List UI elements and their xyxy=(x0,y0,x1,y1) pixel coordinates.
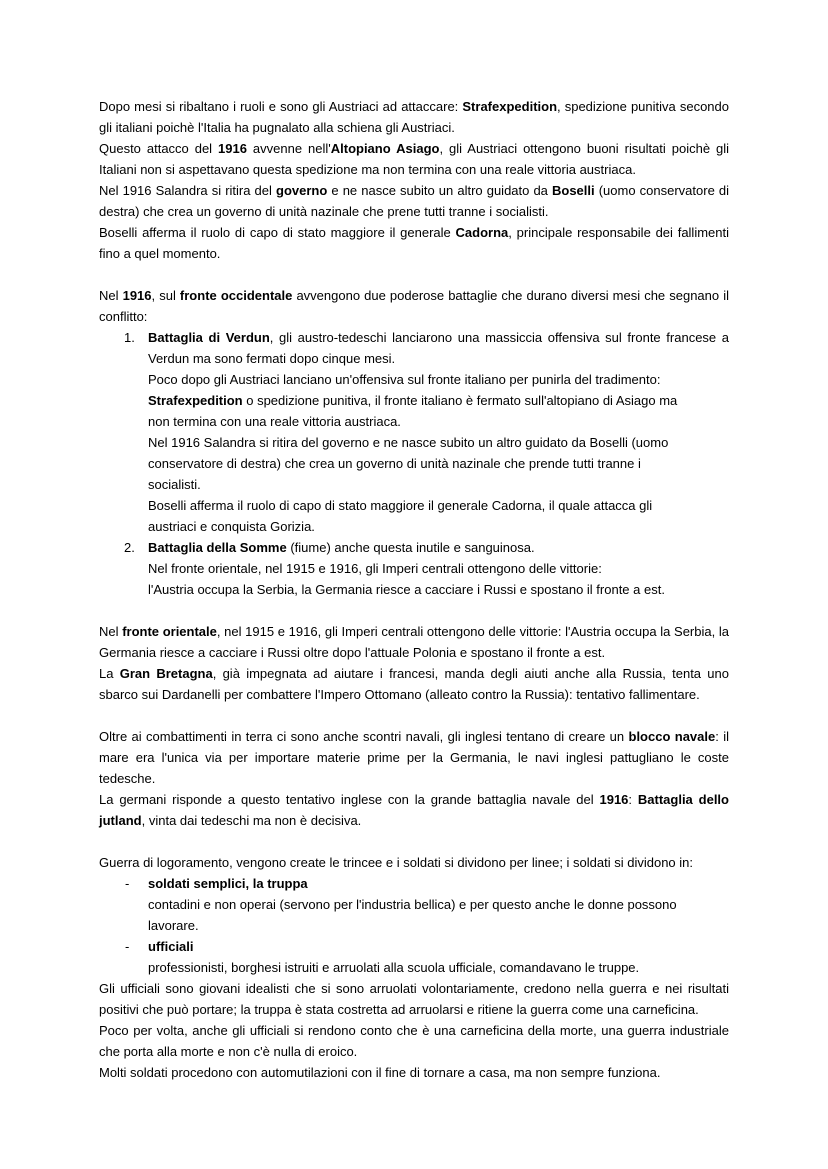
p4-year-1916: 1916 xyxy=(599,792,629,807)
verdun-sub-4 xyxy=(148,495,693,537)
list-item-ufficiali xyxy=(99,936,729,978)
paragraph-guerra-logoramento xyxy=(99,852,729,873)
p3-term-gran-bretagna: Gran Bretagna xyxy=(119,666,213,681)
p4-line1-text-a: Oltre ai combattimenti in terra ci sono anche scontri navali, gli inglesi tentano di creare un xyxy=(99,729,629,744)
p1-line4-text-c: , principale responsabile dei fallimenti fino a quel momento. xyxy=(99,225,730,261)
paragraph-jutland xyxy=(99,789,729,831)
p1-term-governo: governo xyxy=(276,183,328,198)
p1-line2-text-e: , gli Austriaci ottengono buoni risultati poichè gli Italiani non si aspettavano questa spedizione ma non termina con una reale vittoria austriaca. xyxy=(99,141,730,177)
document-body xyxy=(99,96,729,1083)
p2-term-fronte-occidentale: fronte occidentale xyxy=(179,288,293,303)
somme-title: Battaglia della Somme xyxy=(148,540,287,555)
paragraph-ufficiali-idealisti: Gli ufficiali sono giovani idealisti che si sono arruolati volontariamente, credono nella guerra e nei risultati positivi che può portare; la truppa è stata costretta ad arruolarsi e ritiene la guerra come una carneficina. xyxy=(99,981,729,1017)
verdun-sub-3 xyxy=(148,432,693,495)
spacer-2 xyxy=(99,600,729,621)
paragraph-fronte-orientale xyxy=(99,621,729,663)
p1-line1-text-a: Dopo mesi si ribaltano i ruoli e sono gli Austriaci ad attaccare: xyxy=(99,99,463,114)
p3-line2-text-a: La xyxy=(99,666,120,681)
list-marker-2: 2. xyxy=(124,540,135,555)
p1-line1-text-c: , spedizione punitiva secondo gli italiani poichè l'Italia ha pugnalato alla schiena gli Austriaci. xyxy=(99,99,730,135)
p3-term-fronte-orientale: fronte orientale xyxy=(122,624,217,639)
p3-line2-text-c: , già impegnata ad aiutare i francesi, manda degli aiuti anche alla Russia, tenta uno sbarco sui Dardanelli per combattere l'Impero Ottomano (alleato contro la Russia): tentativo fallimentare. xyxy=(99,666,729,702)
verdun-title: Battaglia di Verdun xyxy=(148,330,270,345)
verdun-body-rest: , gli austro-tedeschi lanciarono una massiccia offensiva sul fronte francese a Verdun ma sono fermati dopo cinque mesi. xyxy=(148,330,730,366)
somme-sub-2 xyxy=(148,579,693,600)
p1-line3-text-c: e ne nasce subito un altro guidato da xyxy=(327,183,552,198)
paragraph-altopiano-asiago xyxy=(99,138,729,180)
p1-line3-text-e: (uomo conservatore di destra) che crea un governo di unità nazinale che prene tutti tranne i socialisti. xyxy=(99,183,729,219)
spacer-3 xyxy=(99,705,729,726)
list-item-somme xyxy=(99,537,729,600)
spacer-1 xyxy=(99,264,729,285)
verdun-sub-2-text: o spedizione punitiva, il fronte italiano è fermato sull'altopiano di Asiago ma non termina con una reale vittoria austriaca. xyxy=(148,393,678,429)
somme-sub-1 xyxy=(148,558,693,579)
p4-line2-text-c: : xyxy=(628,792,638,807)
somme-sub-2-text: l'Austria occupa la Serbia, la Germania riesce a cacciare i Russi e spostano il fronte a est. xyxy=(148,582,665,597)
ufficiali-title: ufficiali xyxy=(148,939,194,954)
p2-year-1916: 1916 xyxy=(122,288,152,303)
somme-body-rest: (fiume) anche questa inutile e sanguinosa. xyxy=(286,540,535,555)
p3-line1-text-a: Nel xyxy=(99,624,123,639)
verdun-sub-2 xyxy=(148,390,693,432)
p1-term-boselli: Boselli xyxy=(552,183,595,198)
p1-line2-text-c: avvenne nell' xyxy=(246,141,331,156)
spacer-4 xyxy=(99,831,729,852)
p1-line2-text-a: Questo attacco del xyxy=(99,141,219,156)
somme-sub-1-text: Nel fronte orientale, nel 1915 e 1916, gli Imperi centrali ottengono delle vittorie: xyxy=(148,561,602,576)
truppa-title: soldati semplici, la truppa xyxy=(148,876,308,891)
paragraph-blocco-navale xyxy=(99,726,729,789)
p5-intro-text: Guerra di logoramento, vengono create le trincee e i soldati si dividono per linee; i soldati si dividono in: xyxy=(99,855,694,870)
p1-year-1916: 1916 xyxy=(218,141,247,156)
verdun-sub-3-text: Nel 1916 Salandra si ritira del governo e ne nasce subito un altro guidato da Boselli (uomo conservatore di destra) che crea un governo di unità nazinale che prende tutti tranne i socialisti. xyxy=(148,435,669,492)
p1-term-altopiano-asiago: Altopiano Asiago xyxy=(330,141,440,156)
p2-text-c: , sul xyxy=(151,288,180,303)
list-marker-1: 1. xyxy=(124,330,135,345)
p3-line1-text-c: , nel 1915 e 1916, gli Imperi centrali ottengono delle vittorie: l'Austria occupa la Serbia, la Germania riesce a cacciare i Russi oltre dopo l'attuale Polonia e spostano il fronte a est. xyxy=(99,624,729,660)
p2-text-e: avvengono due poderose battaglie che durano diversi mesi che segnano il conflitto: xyxy=(99,288,729,324)
dash-marker-1: - xyxy=(125,876,130,891)
verdun-sub-4-text: Boselli afferma il ruolo di capo di stato maggiore il generale Cadorna, il quale attacca gli austriaci e conquista Gorizia. xyxy=(148,498,653,534)
paragraph-strafexpedition xyxy=(99,96,729,138)
paragraph-automutilazioni: Molti soldati procedono con automutilazioni con il fine di tornare a casa, ma non sempre funziona. xyxy=(99,1065,661,1080)
p4-line1-text-c: : il mare era l'unica via per importare materie prime per la Germania, le navi inglesi pattugliano le coste tedesche. xyxy=(99,729,730,786)
ufficiali-description: professionisti, borghesi istruiti e arruolati alla scuola ufficiale, comandavano le truppe. xyxy=(148,960,640,975)
paragraph-salandra-boselli xyxy=(99,180,729,222)
p4-line2-text-a: La germani risponde a questo tentativo inglese con la grande battaglia navale del xyxy=(99,792,600,807)
battles-numbered-list xyxy=(99,327,729,600)
somme-body xyxy=(148,537,729,558)
paragraph-cadorna xyxy=(99,222,729,264)
verdun-sub-1-text: Poco dopo gli Austriaci lanciano un'offensiva sul fronte italiano per punirla del tradimento: xyxy=(148,372,661,387)
verdun-body xyxy=(148,327,729,369)
p1-term-strafexpedition: Strafexpedition xyxy=(462,99,558,114)
truppa-description: contadini e non operai (servono per l'industria bellica) e per questo anche le donne possono lavorare. xyxy=(148,897,677,933)
p1-line4-text-a: Boselli afferma il ruolo di capo di stato maggiore il generale xyxy=(99,225,456,240)
verdun-sub-1 xyxy=(148,369,693,390)
p4-term-battaglia-jutland: Battaglia dello jutland xyxy=(99,792,729,828)
paragraph-gran-bretagna xyxy=(99,663,729,705)
paragraph-fronte-occidentale-intro xyxy=(99,285,729,327)
soldier-types-list xyxy=(99,873,729,978)
list-item-truppa xyxy=(99,873,729,936)
paragraph-carneficina: Poco per volta, anche gli ufficiali si rendono conto che è una carneficina della morte, una guerra industriale che porta alla morte e non c'è nulla di eroico. xyxy=(99,1023,729,1059)
verdun-sub-2-bold: Strafexpedition xyxy=(148,393,243,408)
p4-line2-text-e: , vinta dai tedeschi ma non è decisiva. xyxy=(141,813,362,828)
dash-marker-2: - xyxy=(125,939,130,954)
p1-term-cadorna: Cadorna xyxy=(455,225,509,240)
list-item-verdun xyxy=(99,327,729,537)
p4-term-blocco-navale: blocco navale xyxy=(628,729,716,744)
p2-text-a: Nel xyxy=(99,288,123,303)
p1-line3-text-a: Nel 1916 Salandra si ritira del xyxy=(99,183,276,198)
